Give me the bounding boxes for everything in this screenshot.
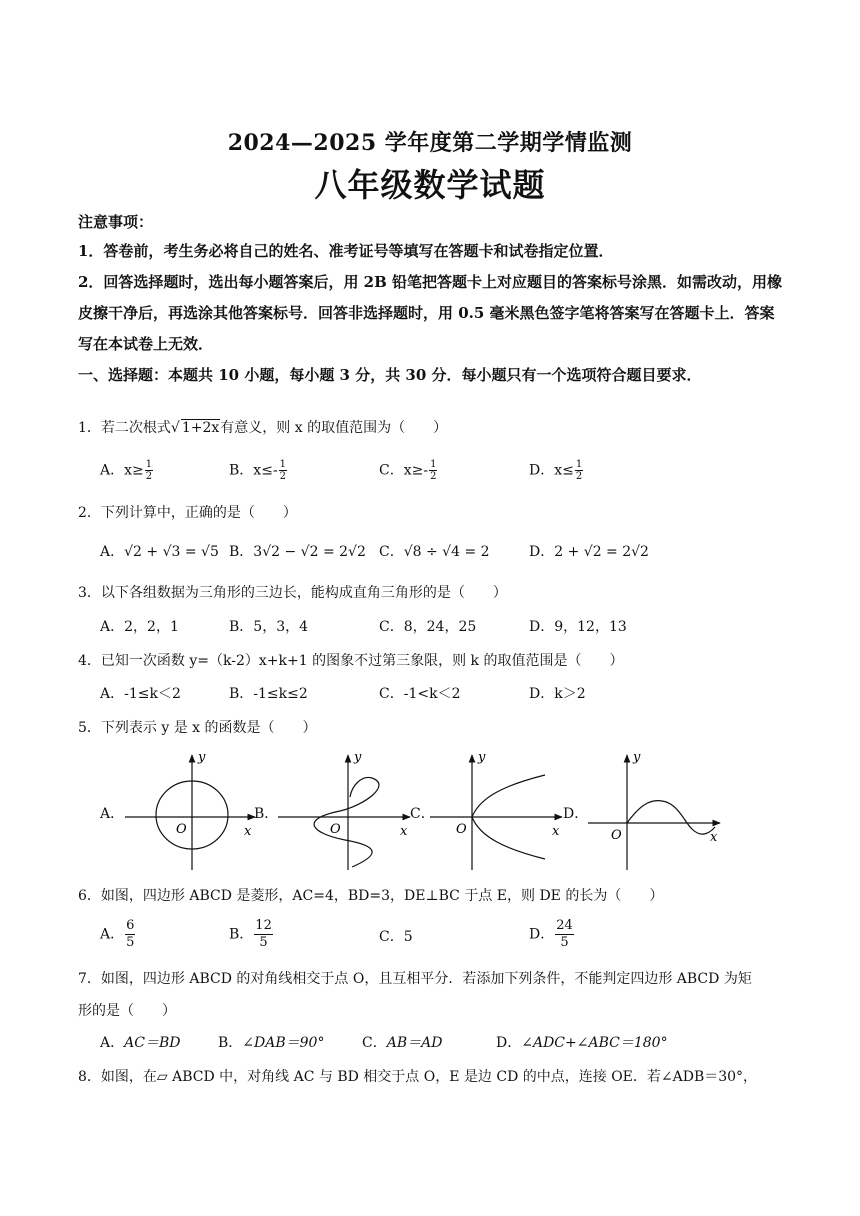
- section-heading: 一、选择题：本题共 10 小题，每小题 3 分，共 30 分．每小题只有一个选项符合题目要求．: [78, 366, 702, 384]
- q3-option-b: B．5，3，4: [229, 619, 309, 635]
- question-2-stem: 2．下列计算中，正确的是（ ）: [78, 505, 297, 521]
- question-4-stem: 4．已知一次函数 y=（k-2）x+k+1 的图象不过第三象限，则 k 的取值范围是（ ）: [78, 653, 624, 669]
- q5-label-a: A．: [100, 806, 125, 822]
- q7-option-d: D．∠ADC+∠ABC＝180°: [496, 1035, 668, 1051]
- q7-option-a: A．AC＝BD: [100, 1035, 181, 1051]
- notice-item-2: 2．回答选择题时，选出每小题答案后，用 2B 铅笔把答题卡上对应题目的答案标号涂黑．如需改动，用橡皮擦干净后，再选涂其他答案标号．回答非选择题时，用 0.5 毫米黑色签字笔将答案写在答题卡上．答案写在本试卷上无效．: [78, 273, 783, 353]
- graph-a-x-label: x: [244, 824, 252, 839]
- graph-b-y-label: y: [354, 750, 362, 765]
- q1-option-d: D．x≤ $\frac{1}{2}$: [529, 459, 583, 482]
- q1-option-c: C．x≥- $\frac{1}{2}$: [379, 459, 437, 482]
- exam-title-line2: 八年级数学试题: [314, 166, 546, 204]
- question-6-stem: 6．如图，四边形 ABCD 是菱形，AC=4，BD=3，DE⊥BC 于点 E，则 DE 的长为（ ）: [78, 888, 664, 904]
- question-7-stem-line2: 形的是（ ）: [78, 1003, 176, 1019]
- q4-option-d: D．k＞2: [529, 686, 586, 702]
- notice-label: 注意事项：: [78, 213, 154, 231]
- q6-option-d: D． $\frac{24}{5}$: [529, 918, 573, 950]
- graph-b-x-label: x: [400, 824, 408, 839]
- q5-label-c: C．: [410, 806, 435, 822]
- q2-option-a: A．√2 + √3 = √5: [100, 544, 219, 560]
- q2-option-b: B．3√2 − √2 = 2√2: [229, 544, 366, 560]
- q4-option-a: A．-1≤k＜2: [100, 686, 181, 702]
- graph-d-wave: [588, 755, 720, 870]
- q4-option-c: C．-1<k＜2: [379, 686, 461, 702]
- graph-b-curve: [278, 755, 410, 870]
- q5-graphs: [0, 745, 860, 875]
- question-8-stem: 8．如图，在▱ ABCD 中，对角线 AC 与 BD 相交于点 O，E 是边 CD 的中点，连接 OE．若∠ADB＝30°，: [78, 1069, 758, 1085]
- q7-option-b: B．∠DAB＝90°: [218, 1035, 325, 1051]
- question-3-stem: 3．以下各组数据为三角形的三边长，能构成直角三角形的是（ ）: [78, 585, 507, 601]
- q6-option-b: B． $\frac{12}{5}$: [229, 918, 272, 950]
- q6-option-a: A． $\frac{6}{5}$: [100, 918, 135, 950]
- q7-option-c: C．AB＝AD: [362, 1035, 443, 1051]
- graph-c-origin: O: [456, 822, 467, 837]
- q6-option-c: C．5: [379, 929, 413, 945]
- graph-a-y-label: y: [198, 750, 206, 765]
- question-1-stem: [78, 417, 447, 437]
- graph-d-x-label: x: [710, 830, 718, 845]
- q5-label-b: B．: [254, 806, 279, 822]
- graph-a-origin: O: [176, 822, 187, 837]
- q1-option-a: A．x≥ $\frac{1}{2}$: [100, 459, 153, 482]
- q1-option-b: B．x≤- $\frac{1}{2}$: [229, 459, 287, 482]
- q5-label-d: D．: [563, 806, 589, 822]
- notice-item-1: 1．答卷前，考生务必将自己的姓名、准考证号等填写在答题卡和试卷指定位置．: [78, 242, 614, 260]
- question-5-stem: 5．下列表示 y 是 x 的函数是（ ）: [78, 720, 317, 736]
- graph-d-origin: O: [611, 828, 622, 843]
- exam-title-line1: 2024—2025 学年度第二学期学情监测: [227, 130, 633, 156]
- q4-option-b: B．-1≤k≤2: [229, 686, 308, 702]
- q3-option-c: C．8，24，25: [379, 619, 477, 635]
- graph-b-origin: O: [330, 822, 341, 837]
- q1-radicand: 1+2x: [181, 420, 220, 436]
- question-7-stem-line1: 7．如图，四边形 ABCD 的对角线相交于点 O，且互相平分．若添加下列条件，不能判定四边形 ABCD 为矩: [78, 971, 752, 987]
- graph-d-y-label: y: [633, 750, 641, 765]
- q2-option-d: D．2 + √2 = 2√2: [529, 544, 649, 560]
- graph-a-circle: [125, 755, 255, 870]
- q1-post: 有意义，则 x 的取值范围为（ ）: [220, 420, 448, 436]
- q3-option-d: D．9，12，13: [529, 619, 627, 635]
- q1-pre: 1．若二次根式: [78, 420, 171, 436]
- graph-c-x-label: x: [552, 824, 560, 839]
- graph-c-y-label: y: [478, 750, 486, 765]
- q3-option-a: A．2，2，1: [100, 619, 179, 635]
- radical-sign: √: [170, 420, 180, 436]
- q2-option-c: C．√8 ÷ √4 = 2: [379, 544, 490, 560]
- graph-c-parabola: [430, 755, 562, 870]
